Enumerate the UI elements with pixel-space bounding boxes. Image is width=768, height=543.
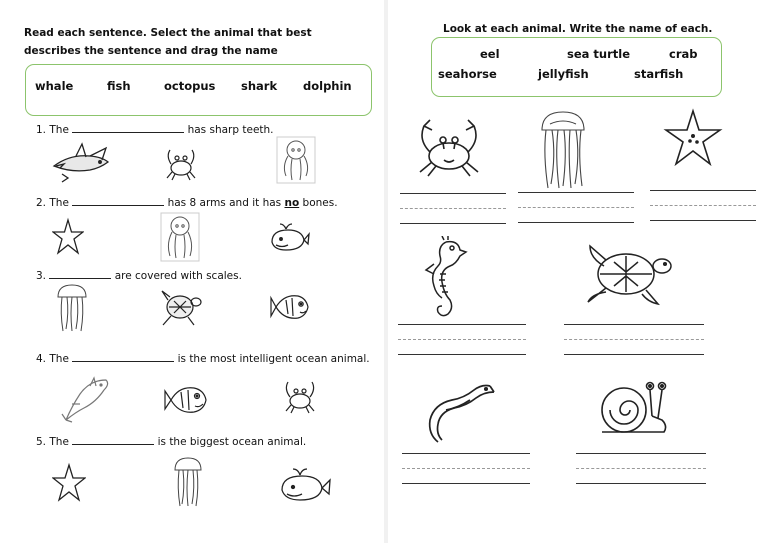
question-text: has 8 arms and it has <box>167 197 282 209</box>
question-text: has sharp teeth. <box>187 124 274 136</box>
question-text: The <box>49 124 69 136</box>
answer-line[interactable] <box>576 483 706 484</box>
answer-line[interactable] <box>398 324 526 325</box>
answer-line[interactable] <box>398 354 526 355</box>
word-bank-item[interactable]: crab <box>669 47 698 61</box>
octopus-icon[interactable] <box>276 136 316 184</box>
word-bank-item[interactable]: eel <box>480 47 500 61</box>
crab-icon[interactable] <box>282 376 318 416</box>
whale-icon[interactable] <box>268 222 310 254</box>
answer-line[interactable] <box>402 483 530 484</box>
question-text: bones. <box>302 197 338 209</box>
fish-icon[interactable] <box>164 382 210 418</box>
jellyfish-icon[interactable] <box>55 283 89 333</box>
emphasized-word: no <box>284 197 300 209</box>
sea-turtle-icon <box>584 236 674 312</box>
starfish-icon <box>662 108 724 168</box>
word-bank-item[interactable]: octopus <box>164 79 216 93</box>
seahorse-icon <box>420 236 468 320</box>
octopus-icon[interactable] <box>160 212 200 262</box>
left-instruction: Read each sentence. Select the animal that best describes the sentence and drag the name <box>24 27 312 57</box>
guide-line <box>400 208 506 209</box>
guide-line <box>650 205 756 206</box>
answer-line[interactable] <box>564 324 704 325</box>
question-1 <box>36 121 274 136</box>
left-word-bank <box>25 64 372 116</box>
word-bank-item[interactable]: dolphin <box>303 79 352 93</box>
question-number: 3. <box>36 270 47 282</box>
answer-line[interactable] <box>400 193 506 194</box>
right-word-bank <box>431 37 722 97</box>
jellyfish-icon[interactable] <box>172 456 204 508</box>
question-text: is the biggest ocean animal. <box>157 436 307 448</box>
snail-icon <box>594 376 672 442</box>
question-5 <box>36 433 306 448</box>
answer-line[interactable] <box>518 192 634 193</box>
answer-blank[interactable] <box>72 194 164 206</box>
answer-line[interactable] <box>576 453 706 454</box>
starfish-icon[interactable] <box>52 462 86 504</box>
jellyfish-icon <box>538 110 588 190</box>
shark-icon[interactable] <box>50 140 112 186</box>
answer-line[interactable] <box>650 220 756 221</box>
eel-icon <box>424 380 496 446</box>
question-text: The <box>49 353 69 365</box>
dolphin-icon[interactable] <box>60 374 112 424</box>
question-4 <box>36 350 370 365</box>
question-number: 4. <box>36 353 47 365</box>
answer-blank[interactable] <box>72 433 154 445</box>
question-number: 5. <box>36 436 47 448</box>
sea-turtle-icon[interactable] <box>160 285 202 329</box>
fish-icon[interactable] <box>270 290 312 324</box>
question-text: The <box>49 436 69 448</box>
right-worksheet <box>388 0 768 543</box>
word-bank-item[interactable]: whale <box>35 79 74 93</box>
word-bank-item[interactable]: shark <box>241 79 278 93</box>
question-2 <box>36 194 338 209</box>
answer-blank[interactable] <box>72 350 174 362</box>
question-text: are covered with scales. <box>114 270 242 282</box>
answer-line[interactable] <box>402 453 530 454</box>
answer-line[interactable] <box>564 354 704 355</box>
question-number: 2. <box>36 197 47 209</box>
answer-line[interactable] <box>518 222 634 223</box>
guide-line <box>398 339 526 340</box>
question-number: 1. <box>36 124 47 136</box>
crab-icon[interactable] <box>164 144 198 182</box>
word-bank-item[interactable]: sea turtle <box>567 47 631 61</box>
question-3 <box>36 267 242 282</box>
whale-icon[interactable] <box>278 468 332 506</box>
guide-line <box>518 207 634 208</box>
right-instruction: Look at each animal. Write the name of each. <box>443 23 713 35</box>
answer-blank[interactable] <box>72 121 184 133</box>
word-bank-item[interactable]: jellyfish <box>538 67 589 81</box>
word-bank-item[interactable]: fish <box>107 79 131 93</box>
guide-line <box>402 468 530 469</box>
question-text: is the most intelligent ocean animal. <box>177 353 370 365</box>
answer-line[interactable] <box>650 190 756 191</box>
starfish-icon[interactable] <box>52 217 84 257</box>
answer-line[interactable] <box>400 223 506 224</box>
word-bank-item[interactable]: starfish <box>634 67 684 81</box>
guide-line <box>564 339 704 340</box>
answer-blank[interactable] <box>49 267 111 279</box>
question-text: The <box>49 197 69 209</box>
word-bank-item[interactable]: seahorse <box>438 67 497 81</box>
guide-line <box>576 468 706 469</box>
crab-icon <box>412 116 486 178</box>
